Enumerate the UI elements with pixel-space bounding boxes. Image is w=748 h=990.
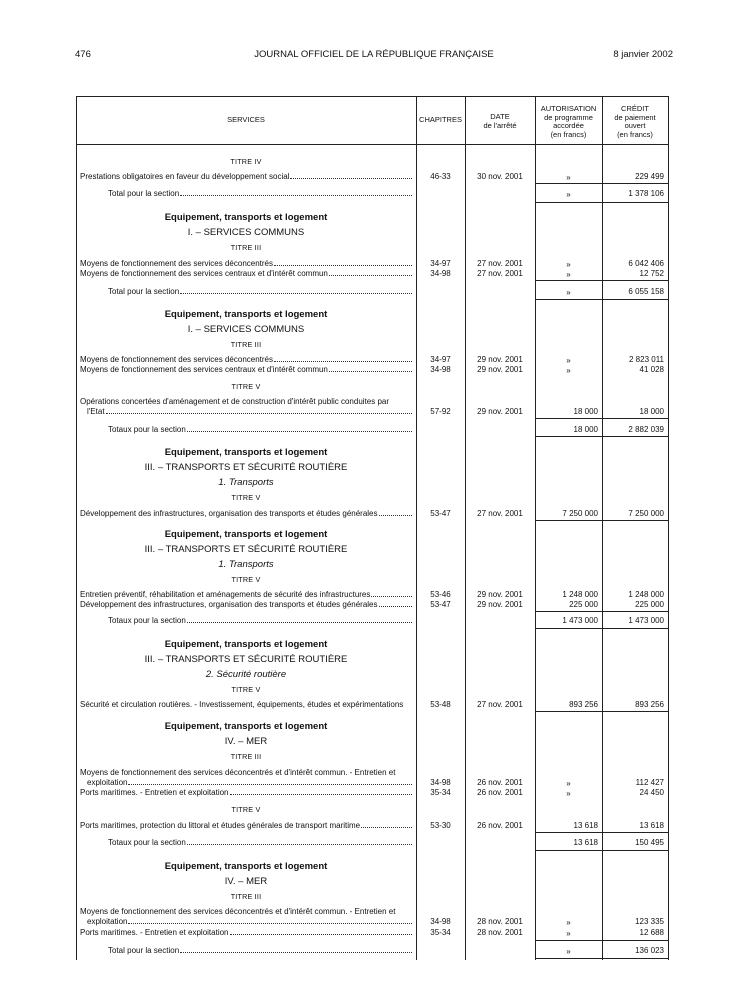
row-label: Ports maritimes, protection du littoral et études générales de transport maritime	[80, 821, 412, 830]
row-label: Ports maritimes. - Entretien et exploitation	[80, 928, 412, 937]
row-credit: 13 618	[639, 821, 664, 830]
issue-date: 8 janvier 2002	[613, 49, 673, 60]
titre-heading: TITRE V	[231, 685, 261, 694]
row-chapitre: 34-98	[430, 365, 451, 374]
total-credit: 6 055 158	[628, 287, 664, 296]
row-chapitre: 57-92	[430, 407, 451, 416]
col-header-credit: CRÉDIT de paiement ouvert (en francs)	[614, 104, 656, 139]
row-credit: 24 450	[639, 788, 664, 797]
row-autorisation: 1 248 000	[562, 590, 598, 599]
row-chapitre: 53-30	[430, 821, 451, 830]
row-autorisation: »	[566, 260, 571, 269]
journal-title: JOURNAL OFFICIEL DE LA RÉPUBLIQUE FRANÇAISE	[254, 49, 494, 60]
section-heading: IV. – MER	[224, 876, 268, 887]
section-heading: I. – SERVICES COMMUNS	[187, 324, 305, 335]
section-heading: I. – SERVICES COMMUNS	[187, 227, 305, 238]
row-autorisation: »	[566, 366, 571, 375]
row-label: Prestations obligatoires en faveur du développement social	[80, 172, 412, 181]
row-date: 28 nov. 2001	[477, 928, 523, 937]
row-chapitre: 53-46	[430, 590, 451, 599]
titre-heading: TITRE III	[230, 752, 262, 761]
row-chapitre: 34-98	[430, 269, 451, 278]
row-label: Sécurité et circulation routières. - Investissement, équipements, études et expérimentations	[80, 700, 404, 709]
row-chapitre: 34-97	[430, 259, 451, 268]
subsection-heading: 1. Transports	[218, 559, 274, 570]
titre-heading: TITRE V	[231, 575, 261, 584]
total-label: Totaux pour la section	[108, 838, 412, 847]
total-credit: 1 378 106	[628, 189, 664, 198]
row-credit: 893 256	[635, 700, 664, 709]
ministry-heading: Equipement, transports et logement	[164, 861, 328, 872]
row-label: Ports maritimes. - Entretien et exploitation	[80, 788, 412, 797]
total-label: Total pour la section	[108, 946, 412, 955]
total-label: Total pour la section	[108, 287, 412, 296]
row-date: 29 nov. 2001	[477, 590, 523, 599]
row-autorisation: »	[566, 918, 571, 927]
section-heading: III. – TRANSPORTS ET SÉCURITÉ ROUTIÈRE	[144, 654, 348, 665]
subsection-heading: 1. Transports	[218, 477, 274, 488]
row-date: 27 nov. 2001	[477, 269, 523, 278]
row-date: 29 nov. 2001	[477, 355, 523, 364]
row-chapitre: 35-34	[430, 928, 451, 937]
row-date: 29 nov. 2001	[477, 407, 523, 416]
row-label: Développement des infrastructures, organisation des transports et études générales	[80, 509, 412, 518]
row-credit: 12 752	[639, 269, 664, 278]
row-credit: 1 248 000	[628, 590, 664, 599]
row-credit: 7 250 000	[628, 509, 664, 518]
row-date: 28 nov. 2001	[477, 917, 523, 926]
row-chapitre: 34-97	[430, 355, 451, 364]
row-chapitre: 34-98	[430, 917, 451, 926]
row-label: Moyens de fonctionnement des services centraux et d'intérêt commun	[80, 365, 412, 374]
section-heading: IV. – MER	[224, 736, 268, 747]
row-label: Développement des infrastructures, organisation des transports et études générales	[80, 600, 412, 609]
ministry-heading: Equipement, transports et logement	[164, 721, 328, 732]
row-chapitre: 34-98	[430, 778, 451, 787]
titre-heading: TITRE V	[231, 805, 261, 814]
total-autorisation: 18 000	[573, 425, 598, 434]
row-date: 27 nov. 2001	[477, 700, 523, 709]
credits-table	[76, 96, 669, 960]
row-credit: 12 688	[639, 928, 664, 937]
total-label: Totaux pour la section	[108, 616, 412, 625]
col-header-autorisation: AUTORISATION de programme accordée (en francs)	[540, 104, 597, 139]
row-label: Moyens de fonctionnement des services déconcentrés	[80, 355, 412, 364]
row-autorisation: »	[566, 779, 571, 788]
row-autorisation: 7 250 000	[562, 509, 598, 518]
row-label: Moyens de fonctionnement des services déconcentrés	[80, 259, 412, 268]
section-heading: III. – TRANSPORTS ET SÉCURITÉ ROUTIÈRE	[144, 544, 348, 555]
row-label-continued: exploitation	[87, 778, 412, 787]
row-label-continued: l'Etat	[87, 407, 412, 416]
row-date: 29 nov. 2001	[477, 365, 523, 374]
titre-heading: TITRE V	[231, 382, 261, 391]
total-autorisation: »	[566, 947, 571, 956]
row-chapitre: 53-47	[430, 600, 451, 609]
row-label: Entretien préventif, réhabilitation et aménagements de sécurité des infrastructures	[80, 590, 412, 599]
subsection-heading: 2. Sécurité routière	[205, 669, 287, 680]
total-label: Total pour la section	[108, 189, 412, 198]
row-autorisation: »	[566, 789, 571, 798]
titre-heading: TITRE IV	[230, 157, 262, 166]
row-autorisation: »	[566, 929, 571, 938]
ministry-heading: Equipement, transports et logement	[164, 447, 328, 458]
row-credit: 2 823 011	[629, 355, 664, 364]
row-autorisation: 893 256	[569, 700, 598, 709]
row-date: 26 nov. 2001	[477, 788, 523, 797]
row-label: Moyens de fonctionnement des services déconcentrés et d'intérêt commun. - Entretien et	[80, 768, 396, 777]
row-chapitre: 46-33	[430, 172, 451, 181]
row-credit: 112 427	[635, 778, 664, 787]
total-autorisation: »	[566, 288, 571, 297]
row-label-continued: exploitation	[87, 917, 412, 926]
total-credit: 1 473 000	[628, 616, 664, 625]
row-date: 30 nov. 2001	[477, 172, 523, 181]
page-number: 476	[75, 49, 91, 60]
total-autorisation: 1 473 000	[562, 616, 598, 625]
row-label: Moyens de fonctionnement des services centraux et d'intérêt commun	[80, 269, 412, 278]
row-credit: 41 028	[639, 365, 664, 374]
section-heading: III. – TRANSPORTS ET SÉCURITÉ ROUTIÈRE	[144, 462, 348, 473]
col-header-services: SERVICES	[227, 115, 265, 124]
total-autorisation: »	[566, 190, 571, 199]
row-date: 27 nov. 2001	[477, 509, 523, 518]
titre-heading: TITRE III	[230, 340, 262, 349]
row-autorisation: »	[566, 173, 571, 182]
row-autorisation: 225 000	[569, 600, 598, 609]
row-autorisation: »	[566, 356, 571, 365]
row-credit: 123 335	[635, 917, 664, 926]
row-chapitre: 35-34	[430, 788, 451, 797]
total-autorisation: 13 618	[573, 838, 598, 847]
row-date: 26 nov. 2001	[477, 821, 523, 830]
row-chapitre: 53-48	[430, 700, 451, 709]
ministry-heading: Equipement, transports et logement	[164, 309, 328, 320]
ministry-heading: Equipement, transports et logement	[164, 639, 328, 650]
row-credit: 18 000	[639, 407, 664, 416]
row-label: Opérations concertées d'aménagement et de construction d'intérêt public conduites par	[80, 397, 390, 406]
row-label: Moyens de fonctionnement des services déconcentrés et d'intérêt commun. - Entretien et	[80, 907, 396, 916]
row-credit: 225 000	[635, 600, 664, 609]
row-autorisation: 18 000	[573, 407, 598, 416]
total-credit: 136 023	[635, 946, 664, 955]
row-autorisation: »	[566, 270, 571, 279]
total-label: Totaux pour la section	[108, 425, 412, 434]
total-credit: 150 495	[635, 838, 664, 847]
row-credit: 229 499	[635, 172, 664, 181]
col-header-date: DATE de l'arrêté	[483, 112, 517, 130]
total-credit: 2 882 039	[628, 425, 664, 434]
ministry-heading: Equipement, transports et logement	[164, 212, 328, 223]
row-date: 27 nov. 2001	[477, 259, 523, 268]
titre-heading: TITRE V	[231, 493, 261, 502]
row-credit: 6 042 406	[628, 259, 664, 268]
col-header-chapitres: CHAPITRES	[419, 115, 462, 124]
row-date: 26 nov. 2001	[477, 778, 523, 787]
titre-heading: TITRE III	[230, 243, 262, 252]
row-autorisation: 13 618	[573, 821, 598, 830]
titre-heading: TITRE III	[230, 892, 262, 901]
row-date: 29 nov. 2001	[477, 600, 523, 609]
row-chapitre: 53-47	[430, 509, 451, 518]
ministry-heading: Equipement, transports et logement	[164, 529, 328, 540]
